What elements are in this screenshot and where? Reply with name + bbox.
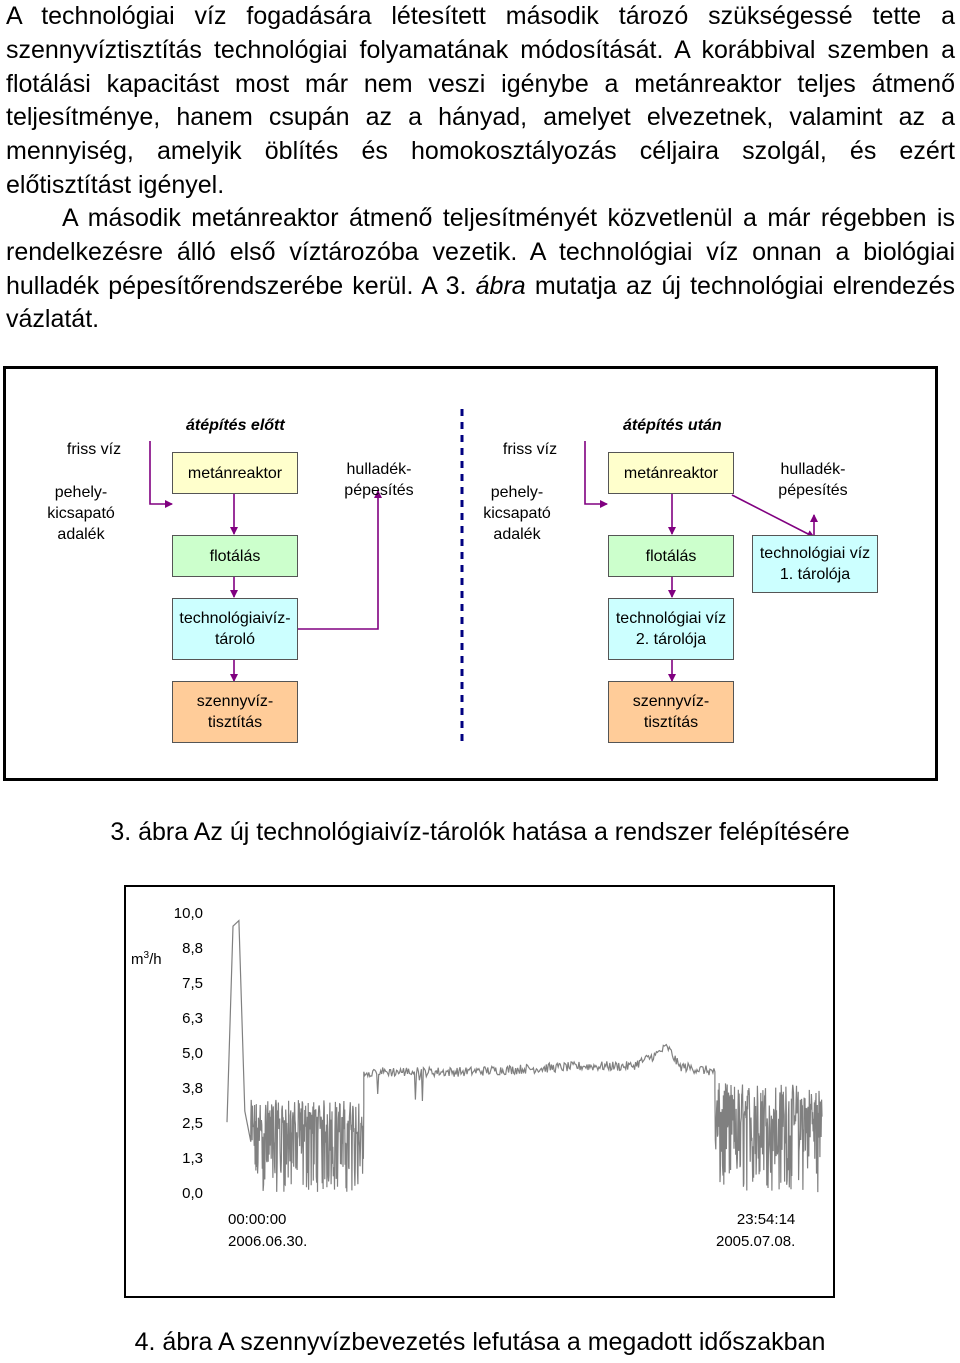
x-label-end: 23:54:14 2005.07.08.	[716, 1211, 796, 1250]
label-fresh-water-after: friss víz	[502, 441, 558, 458]
y-tick-label: 6,3	[182, 1010, 203, 1027]
y-tick-label: 5,0	[182, 1045, 203, 1062]
label-flocculant-after: pehely- kicsapató adalék	[483, 484, 551, 543]
box-methane-reactor-before: metánreaktor	[172, 452, 298, 494]
y-tick-label: 10,0	[173, 905, 203, 922]
label-fresh-water-before: friss víz	[66, 441, 122, 458]
box-methane-reactor-after: metánreaktor	[608, 452, 734, 494]
y-tick-label: 2,5	[182, 1115, 203, 1132]
figure-4-chart	[124, 885, 835, 1298]
y-tick-label: 8,8	[182, 940, 203, 957]
y-tick-label: 0,0	[182, 1185, 203, 1202]
series-line	[227, 921, 822, 1193]
box-tech-water-storage-2: technológiai víz 2. tárolója	[608, 598, 734, 660]
box-tech-water-storage-before: technológiaivíz- tároló	[172, 598, 298, 660]
figure-3-diagram	[3, 366, 938, 781]
header-after: átépítés után	[623, 417, 722, 434]
label-waste-pulping-after: hulladék- pépesítés	[778, 461, 848, 499]
box-wastewater-treatment-before: szennyvíz- tisztítás	[172, 681, 298, 743]
paragraph-2-text-a: A második metánreaktor átmenő teljesítményét közvetlenül a már régebben is rendelkezésre álló első víztározóba vezetik. A technológiai víz onnan a biológiai hulladék pépesítőrendszerébe kerül. A 3.	[6, 204, 955, 300]
box-flotation-after: flotálás	[608, 535, 734, 577]
paragraph-2-text-b: mutatja az új technológiai elrendezés vázlatát.	[6, 271, 955, 334]
box-tech-water-storage-1: technológiai víz 1. tárolója	[752, 535, 878, 593]
paragraph-1: A technológiai víz fogadására létesített második tározó szükségessé tette a szennyvíztisztítás technológiai folyamatának módosítását. A korábbival szemben a flotálási kapacitást most már nem veszi igénybe a metánreaktor teljes átmenő teljesítménye, hanem csupán az a hányad, amelyet elvezetnek, valamint az a mennyiség, amelyik öblítés és homokosztályozás céljaira szolgál, és ezért előtisztítást igényel.	[6, 2, 955, 199]
box-flotation-before: flotálás	[172, 535, 298, 577]
y-tick-label: 1,3	[182, 1150, 203, 1167]
figure-4-caption: 4. ábra A szennyvízbevezetés lefutása a megadott időszakban	[134, 1328, 826, 1356]
header-before: átépítés előtt	[186, 417, 285, 434]
x-label-start: 00:00:00 2006.06.30.	[228, 1211, 308, 1250]
box-wastewater-treatment-after: szennyvíz- tisztítás	[608, 681, 734, 743]
y-tick-label: 3,8	[182, 1080, 203, 1097]
paragraph-2	[6, 202, 955, 337]
figure-3-caption: 3. ábra Az új technológiaivíz-tárolók hatása a rendszer felépítésére	[110, 818, 850, 846]
y-axis-unit: $m^3/h$	[131, 950, 162, 968]
label-waste-pulping-before: hulladék- pépesítés	[344, 461, 414, 499]
paragraph-2-italic: ábra	[475, 271, 526, 300]
label-flocculant-before: pehely- kicsapató adalék	[47, 484, 115, 543]
y-tick-label: 7,5	[182, 975, 203, 992]
